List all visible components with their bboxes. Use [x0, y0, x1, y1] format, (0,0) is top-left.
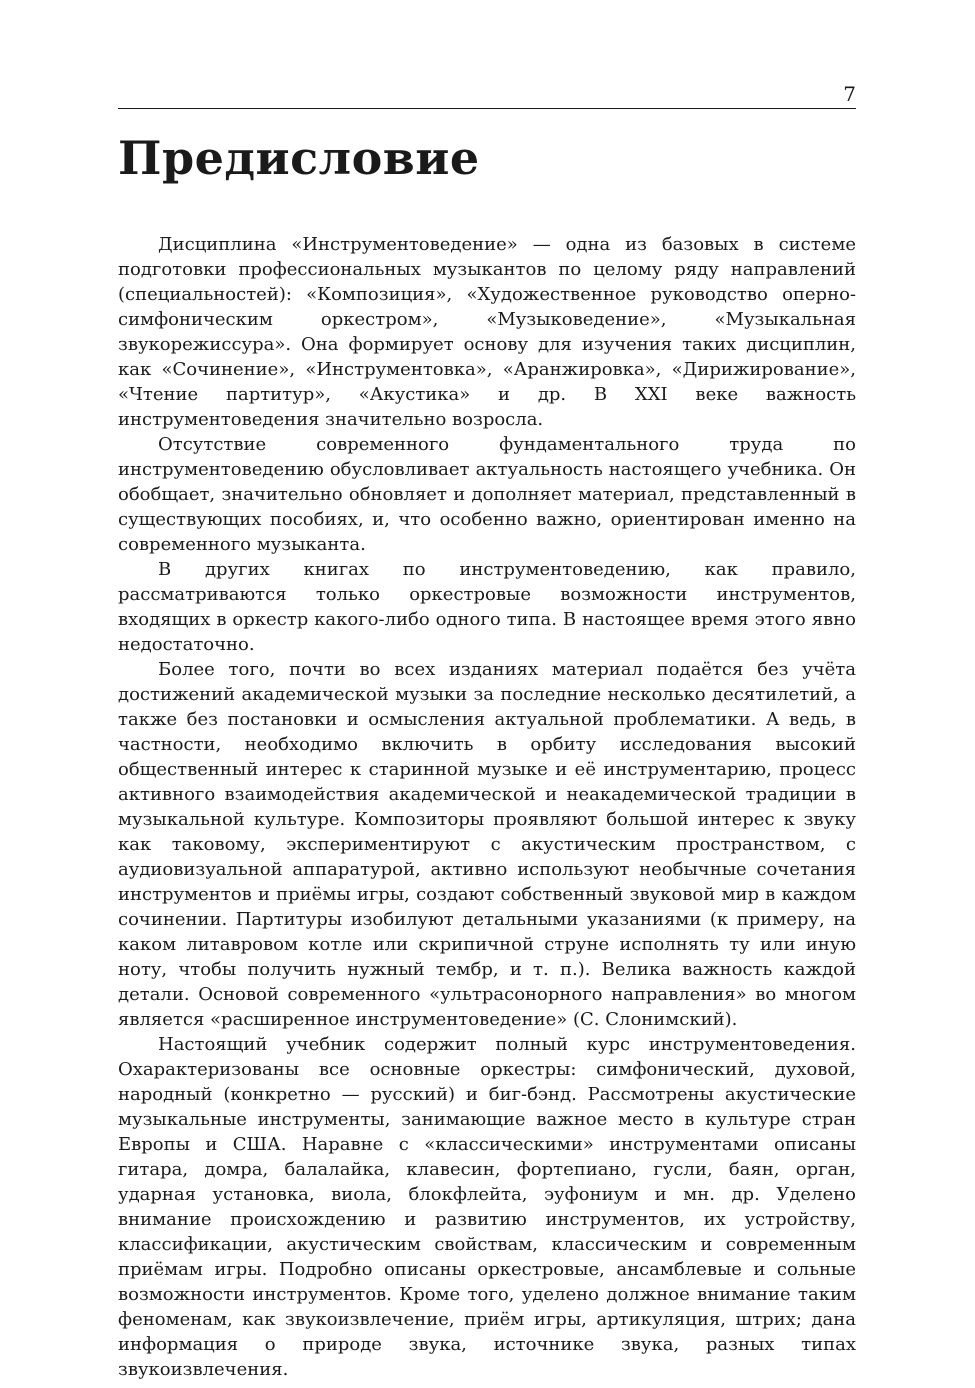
header-rule — [118, 108, 856, 109]
paragraph: Дисциплина «Инструментоведение» — одна из базовых в системе подготовки профессиональных музыкантов по целому ряду направлений (специальностей): «Композиция», «Художественное руководство оперно-симфоническим оркестром», «Музыковедение», «Музыкальная звукорежиссура». Она формирует основу для изучения таких дисциплин, как «Сочинение», «Инструментовка», «Аранжировка», «Дирижирование», «Чтение партитур», «Акустика» и др. В XXI веке важность инструментоведения значительно возросла. — [118, 234, 856, 430]
chapter-title: Предисловие — [118, 131, 480, 185]
page-number: 7 — [843, 82, 856, 106]
paragraph: Настоящий учебник содержит полный курс инструментоведения. Охарактеризованы все основные оркестры: симфонический, духовой, народный (конкретно — русский) и биг-бэнд. Рассмотрены акустические музыкальные инструменты, занимающие важное место в культуре стран Европы и США. Наравне с «классическими» инструментами описаны гитара, домра, балалайка, клавесин, фортепиано, гусли, баян, орган, ударная установка, виола, блокфлейта, эуфониум и мн. др. Уделено внимание происхождению и развитию инструментов, их устройству, классификации, акустическим свойствам, классическим и современным приёмам игры. Подробно описаны оркестровые, ансамблевые и сольные возможности инструментов. Кроме того, уделено должное внимание таким феноменам, как звукоизвлечение, приём игры, артикуляция, штрих; дана информация о природе звука, источнике звука, разных типах звукоизвлечения. — [118, 1034, 856, 1380]
paragraph: Отсутствие современного фундаментального труда по инструментоведению обусловливает актуальность настоящего учебника. Он обобщает, значительно обновляет и дополняет материал, представленный в существующих пособиях, и, что особенно важно, ориентирован именно на современного музыканта. — [118, 434, 856, 555]
paragraph: Более того, почти во всех изданиях материал подаётся без учёта достижений академической музыки за последние несколько десятилетий, а также без постановки и осмысления актуальной проблематики. А ведь, в частности, необходимо включить в орбиту исследования высокий общественный интерес к старинной музыке и её инструментарию, процесс активного взаимодействия академической и неакадемической традиции в музыкальной культуре. Композиторы проявляют большой интерес к звуку как таковому, экспериментируют с акустическим пространством, с аудиовизуальной аппаратурой, активно используют необычные сочетания инструментов и приёмы игры, создают собственный звуковой мир в каждом сочинении. Партитуры изобилуют детальными указаниями (к примеру, на каком литавровом котле или скрипичной струне исполнять ту или иную ноту, чтобы получить нужный тембр, и т. п.). Велика важность каждой детали. Основой современного «ультрасонорного направления» во многом является «расширенное инструментоведение» (С. Слонимский). — [118, 659, 856, 1030]
body-text — [118, 232, 856, 1382]
paragraph: В других книгах по инструментоведению, как правило, рассматриваются только оркестровые возможности инструментов, входящих в оркестр какого-либо одного типа. В настоящее время этого явно недостаточно. — [118, 559, 856, 655]
